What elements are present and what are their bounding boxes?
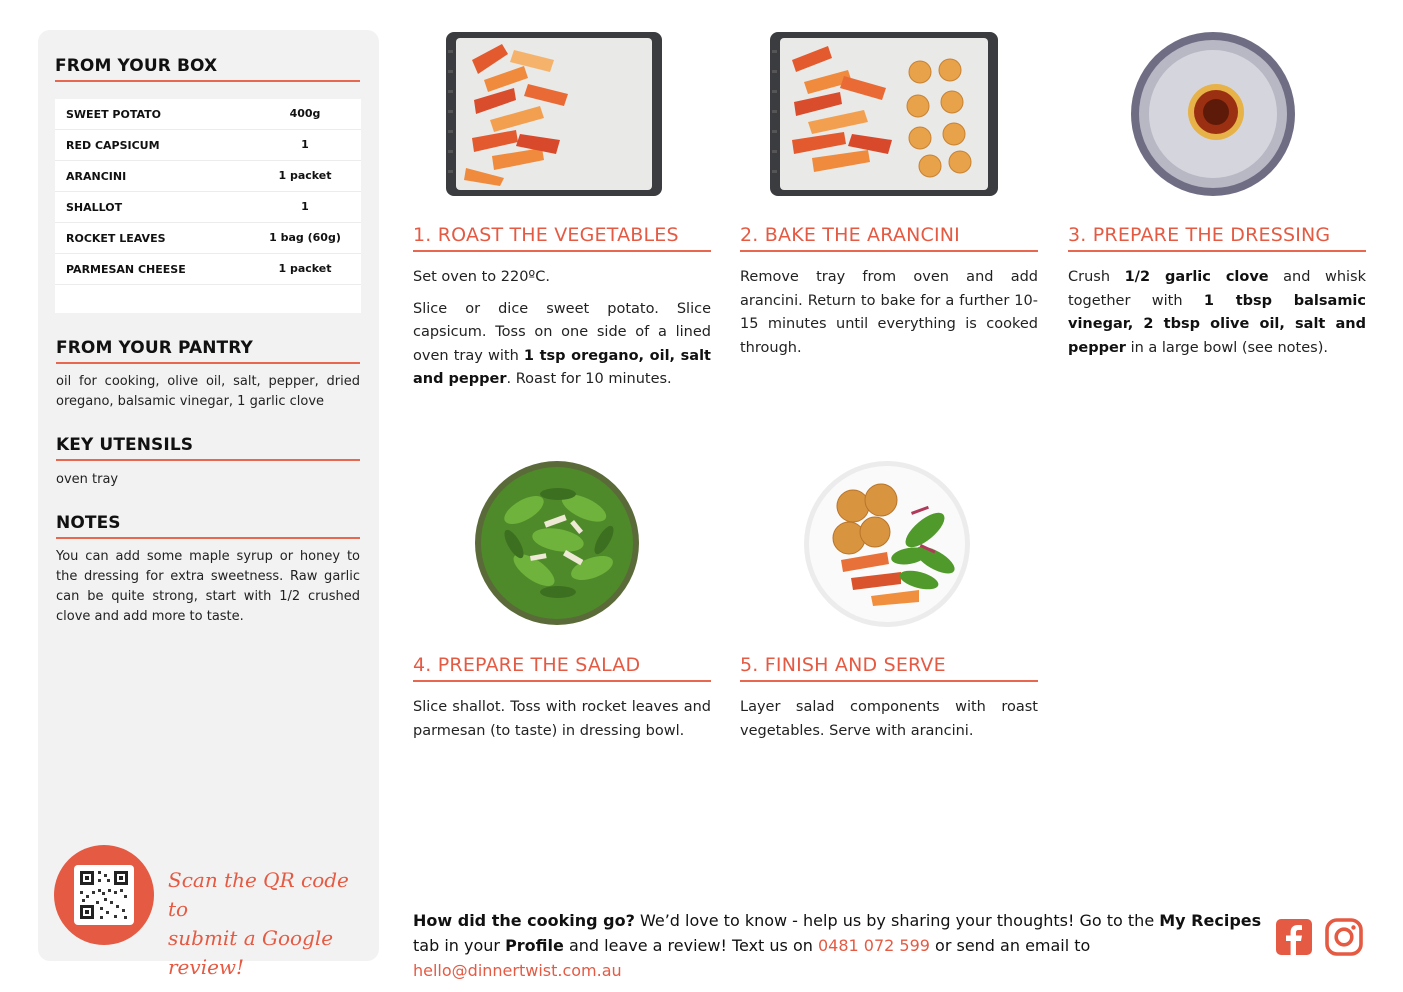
table-row: [55, 99, 361, 130]
step-3-text: Crush: [1068, 269, 1125, 285]
step-3-title: 3. PREPARE THE DRESSING: [1068, 224, 1366, 252]
review-footer: [413, 908, 1263, 983]
footer-text: and leave a review! Text us on: [563, 936, 818, 955]
profile-link[interactable]: Profile: [505, 936, 564, 955]
step-3-text: and whisk together with: [1068, 269, 1367, 309]
step-5-body: [740, 696, 1038, 751]
step-1-body: [413, 266, 711, 400]
utensils-title: KEY UTENSILS: [56, 435, 360, 461]
ingredient-name: SHALLOT: [66, 201, 123, 214]
pantry-text: oil for cooking, olive oil, salt, pepper, dried oregano, balsamic vinegar, 1 garlic clove: [56, 374, 360, 409]
step-3-text: in a large bowl (see notes).: [1125, 339, 1328, 356]
table-row: [55, 161, 361, 192]
email-link[interactable]: hello@dinnertwist.com.au: [413, 961, 622, 980]
facebook-icon[interactable]: [1275, 918, 1313, 956]
step-5-title: 5. FINISH AND SERVE: [740, 654, 1038, 682]
phone-link[interactable]: 0481 072 599: [817, 936, 930, 955]
step-1-bold: 1 tsp oregano, oil, salt and pepper: [413, 347, 711, 387]
step-5-p1: Layer salad components with roast vegetables. Serve with arancini.: [740, 699, 1038, 739]
dressing-bowl-image: [1122, 30, 1304, 198]
table-row: [55, 130, 361, 161]
ingredient-name: PARMESAN CHEESE: [66, 263, 186, 276]
roast-vegetables-image: [444, 30, 664, 198]
table-row: [55, 192, 361, 223]
step-1-p2: [413, 298, 711, 392]
step-1-text: Slice or dice sweet potato. Slice capsicum. Toss on one side of a lined oven tray with: [413, 300, 711, 364]
step-2-p1: Remove tray from oven and add arancini. Return to bake for a further 10-15 minutes until everything is cooked through.: [740, 269, 1038, 356]
step-3-body: [1068, 266, 1366, 368]
step-4-p1: Slice shallot. Toss with rocket leaves and parmesan (to taste) in dressing bowl.: [413, 699, 711, 739]
ingredient-name: SWEET POTATO: [66, 108, 161, 121]
step-3-p1: [1068, 266, 1366, 360]
step-2-title: 2. BAKE THE ARANCINI: [740, 224, 1038, 252]
footer-text: We’d love to know - help us by sharing your thoughts! Go to the: [634, 911, 1160, 930]
utensils-text: oven tray: [56, 472, 119, 487]
step-4-title: 4. PREPARE THE SALAD: [413, 654, 711, 682]
ingredient-name: RED CAPSICUM: [66, 139, 160, 152]
notes-text: You can add some maple syrup or honey to the dressing for extra sweetness. Raw garlic can be quite strong, start with 1/2 crushed clove and add more to taste.: [56, 549, 360, 624]
ingredient-qty: 1 bag (60g): [269, 231, 341, 244]
notes-title: NOTES: [56, 513, 360, 539]
step-1-text: . Roast for 10 minutes.: [506, 371, 672, 387]
bake-arancini-image: [768, 30, 1000, 198]
footer-text: tab in your: [413, 936, 506, 955]
plated-dish-image: [801, 460, 973, 628]
step-2-body: [740, 266, 1038, 368]
qr-code-icon[interactable]: [74, 865, 134, 925]
ingredient-qty: 400g: [289, 107, 321, 120]
ingredient-qty: 1: [301, 200, 309, 213]
from-your-box-title: FROM YOUR BOX: [55, 56, 360, 82]
step-1-title: 1. ROAST THE VEGETABLES: [413, 224, 711, 252]
salad-bowl-image: [474, 460, 640, 626]
qr-caption: [168, 866, 368, 982]
ingredient-qty: 1: [301, 138, 309, 151]
instagram-icon[interactable]: [1325, 918, 1363, 956]
ingredient-name: ARANCINI: [66, 170, 127, 183]
footer-text: or send an email to: [929, 936, 1091, 955]
table-row: [55, 223, 361, 254]
qr-caption-line2: submit a Google review!: [168, 926, 334, 979]
pantry-title: FROM YOUR PANTRY: [56, 338, 360, 364]
qr-badge[interactable]: [54, 845, 154, 945]
table-row: [55, 254, 361, 285]
step-4-body: [413, 696, 711, 751]
ingredient-qty: 1 packet: [278, 262, 332, 275]
step-3-bold: 1/2 garlic clove: [1124, 269, 1269, 285]
footer-question: How did the cooking go?: [413, 911, 635, 930]
step-1-p1: Set oven to 220ºC.: [413, 269, 550, 285]
step-3-bold: 1 tbsp balsamic vinegar, 2 tbsp olive oil, salt and pepper: [1068, 292, 1366, 356]
qr-caption-line1: Scan the QR code to: [168, 868, 349, 921]
ingredients-sidebar: [38, 30, 379, 979]
ingredient-name: ROCKET LEAVES: [66, 232, 166, 245]
box-ingredients-table: [55, 99, 361, 313]
my-recipes-link[interactable]: My Recipes: [1159, 911, 1262, 930]
ingredient-qty: 1 packet: [278, 169, 332, 182]
